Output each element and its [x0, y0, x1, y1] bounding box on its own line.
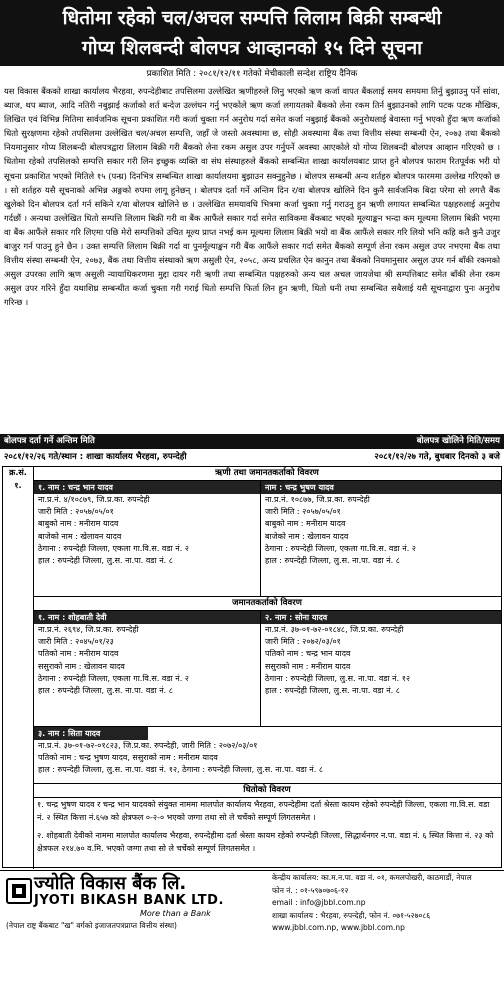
- borrower-2-line: बाजेको नाम : खेलावन यादव: [265, 531, 349, 541]
- collateral-item-2: २. शोहबाती देवीको नाममा मालपोत कार्यालय भैरहवा, रुपन्देहीमा दर्ता श्रेस्ता कायम रहेको रुपन्देही जिल्ला, सिद्धार्थनगर न.पा. वडा नं. ६ स्थित कित्ता नं. २३ को क्षेत्रफल २१४.७० व.मि. भएको जग्गा तथा सो ले चर्चेको सम्पूर्ण लिगतसमेत ।: [37, 831, 494, 853]
- borrower-2-line: ठेगाना : रुपन्देही जिल्ला, एकला गा.वि.स. वडा नं. २: [265, 543, 416, 553]
- borrower-2-name: नाम : चन्द्र भुषण यादव: [261, 481, 501, 494]
- borrower-1-line: जारी मिति : २०५७/०५/०१: [38, 507, 114, 517]
- guarantor-1-line: ना.प्र.नं. २६९४, जि.प्र.का. रुपन्देही: [38, 625, 139, 634]
- notice-title-banner: [0, 0, 504, 66]
- bid-opening-label: बोलपत्र खोलिने मिति/समय: [416, 436, 500, 446]
- guarantor-section-header: जमानतकर्ताको विवरण: [33, 597, 501, 611]
- guarantor-1-line: पतिको नाम : मनीराम यादव: [38, 649, 119, 659]
- contact-line: www.jbbl.com.np, www.jbbl.com.np: [272, 923, 405, 932]
- contact-block: [272, 872, 502, 935]
- guarantor-2-line: पतिको नाम : चन्द्र भान यादव: [265, 649, 351, 659]
- borrower-2-cell: [261, 481, 501, 567]
- bank-name-english: JYOTI BIKASH BANK LTD.: [34, 893, 224, 908]
- guarantor-2-line: जारी मिति : २०७२/०३/०१: [265, 637, 341, 647]
- borrower-2-line: ना.प्र.नं. १०८७७, जि.प्र.का. रुपन्देही: [265, 495, 370, 504]
- guarantor-1-line: हाल : रुपन्देही जिल्ला, लु.स. ना.पा. वडा नं. ८: [38, 686, 173, 696]
- borrower-1-cell: [34, 481, 260, 567]
- guarantor-3-line: पतिको नाम : चन्द्र भुषण यादव, ससुराको नाम : मनीराम यादव: [38, 753, 218, 763]
- borrower-1-line: ठेगाना : रुपन्देही जिल्ला, एकला गा.वि.स. वडा नं. २: [38, 543, 189, 553]
- borrower-2-line: जारी मिति : २०५७/०५/०१: [265, 507, 341, 517]
- borrower-2-line: बाबुको नाम : मनीराम यादव: [265, 519, 346, 529]
- bank-tagline: More than a Bank: [140, 909, 211, 918]
- collateral-section-header: धितोको विवरण: [33, 784, 501, 798]
- contact-line: email : info@jbbl.com.np: [272, 898, 366, 907]
- guarantor-1-line: जारी मिति : २०४५/०१/२३: [38, 637, 114, 647]
- borrower-2-line: हाल : रुपन्देही जिल्ला, लु.स. ना.पा. वडा नं. ८: [265, 556, 400, 566]
- guarantor-1-cell: [34, 611, 260, 697]
- guarantor-1-line: ससुराको नाम : खेलावन यादव: [38, 661, 125, 671]
- guarantor-2-line: ठेगाना : रुपन्देही जिल्ला, लु.स. ना.पा. वडा नं. १२: [265, 673, 411, 683]
- notice-title-line2: गोप्य शिलबन्दी बोलपत्र आव्हानको १५ दिने सूचना: [81, 37, 423, 59]
- bid-opening-value: २०८१/१२/२७ गते, बुधबार दिनको ३ बजे: [374, 452, 500, 462]
- borrower-1-line: बाजेको नाम : खेलावन यादव: [38, 531, 122, 541]
- contact-line: केन्द्रीय कार्यालय: का.म.न.पा. वडा नं. ०१, कमलपोखरी, काठमाडौं, नेपाल: [272, 873, 472, 882]
- publication-date: प्रकाशित मिति : २०८१/१२/११ गतेको मेचीकाली सन्देश राष्ट्रिय दैनिक: [146, 69, 358, 79]
- borrower-1-line: ना.प्र.नं. ४/१०८७९, जि.प्र.का. रुपन्देही: [38, 495, 150, 504]
- guarantor-2-cell: [261, 611, 501, 697]
- deadline-label-bar: [0, 434, 504, 449]
- borrower-section-header: ऋणी तथा जमानतकर्ताको विवरण: [33, 467, 501, 481]
- footer-divider: [0, 870, 504, 871]
- notice-title-line1: धितोमा रहेको चल/अचल सम्पत्ति लिलाम बिक्री सम्बन्धी: [62, 7, 442, 29]
- guarantor-2-line: ना.प्र.नं. ३७-०१-७२-०१८४८, जि.प्र.का. रुपन्देही: [265, 625, 404, 634]
- row-number: १.: [3, 480, 34, 869]
- guarantor-2-line: ससुराको नाम : मनीराम यादव: [265, 661, 351, 671]
- guarantor-1-name: १. नाम : शोहबाती देवी: [34, 611, 260, 624]
- guarantor-3-line: ना.प्र.नं. ३७-०१-७२-०१८२३, जि.प्र.का. रुपन्देही, जारी मिति : २०७२/०३/०१: [38, 741, 258, 750]
- contact-line: शाखा कार्यालय : भैरहवा, रुपन्देही, फोन नं. ०७१-५२७०८६: [272, 910, 431, 920]
- serial-number-header: क्र.सं.: [3, 467, 34, 480]
- registration-note: (नेपाल राष्ट्र बैंकबाट "ख" वर्गको इजाजतपत्रप्राप्त वित्तीय संस्था): [6, 921, 177, 930]
- guarantor-3-cell: [34, 727, 501, 777]
- bank-name-nepali: ज्योति विकास बैंक लि.: [34, 873, 187, 894]
- guarantor-1-line: ठेगाना : रुपन्देही जिल्ला, एकला गा.वि.स. वडा नं. २: [38, 673, 189, 683]
- submit-deadline-label: बोलपत्र दर्ता गर्ने अन्तिम मिति: [4, 436, 95, 446]
- footer: [0, 872, 504, 1004]
- guarantor-2-line: हाल : रुपन्देही जिल्ला, लु.स. ना.पा. वडा नं. ८: [265, 686, 400, 696]
- submit-deadline-value: २०८१/१२/२६ गते/स्थान : शाखा कार्यालय भैरहवा, रुपन्देही: [4, 452, 187, 462]
- guarantor-3-name: ३. नाम : सिता यादव: [34, 727, 148, 740]
- collateral-item-1: १. चन्द्र भुषण यादव र चन्द्र भान यादवको संयुक्त नाममा मालपोत कार्यालय भैरहवा, रुपन्देहीमा दर्ता श्रेस्ता कायम रहेको रुपन्देही जिल्ला, एकला गा.वि.स. वडा नं. २ स्थित कित्ता नं.६५७ को क्षेत्रफल ०-२-० भएको जग्गा तथा सो ले चर्चेको सम्पूर्ण लिगतसमेत ।: [37, 800, 490, 822]
- bank-logo-icon: [6, 878, 32, 904]
- borrower-1-name: १. नाम : चन्द्र भान यादव: [34, 481, 260, 494]
- guarantor-3-line: हाल : रुपन्देही जिल्ला, लु.स. ना.पा. वडा नं. १२, ठेगाना : रुपन्देही जिल्ला, लु.स. ना.पा. वडा नं. ८: [38, 765, 323, 775]
- borrower-1-line: बाबुको नाम : मनीराम यादव: [38, 519, 119, 529]
- guarantor-2-name: २. नाम : सोना यादव: [261, 611, 501, 624]
- notice-body-paragraph: यस विकास बैंकको शाखा कार्यालय भैरहवा, रुपन्देहीबाट तपसिलमा उल्लेखित ऋणीहरुले लिनु भएको ऋण कर्जा वापत बैंकलाई समय समयमा तिर्नु बुझाउनु पर्ने सांवा, ब्याज, थप ब्याज, आदि नतिरी नबुझाई कर्जाको शर्त बन्देज उल्लंघन गर्नु भएकोले ऋण कर्जा लगायतको बैंकको लेना रकम तिर्न बुझाउनको लागि पटक पटक मौखिक, लिखित एवं विभिन्न मितिमा सार्वजनिक सूचना प्रकाशित गरी कर्जा चुक्ता गर्न अनुरोध गर्दा समेत कर्जा नबुझाई बैंकको अनुरोधलाई बेवास्ता गर्नु भएको हुँदा ऋण कर्जाको धितो सुरक्षणमा रहेको तपसिलमा उल्लेखित चल/अचल सम्पत्ति, जहाँ जे जस्तो अवस्थामा छ, सोही अवस्थामा बैंक तथा वित्तीय संस्था सम्बन्धी ऐन, २०७३ तथा बैंकको नियमानुसार गोप्य शिलबन्दी बोलपत्रद्वारा लिलाम बिक्री गरी बैंकको लेना रकम असुल उपर गर्नुपर्ने अवस्था आएकोले यो गोप्य शिलबन्दी बोलपत्र आव्हान गरिएको छ । धितोमा रहेको तपसिलको सम्पत्ति सकार गरी लिन इच्छुक व्यक्ति वा संघ संस्थाहरुले बैंकको सम्बन्धित शाखा कार्यालयबाट प्राप्त हुने बोलपत्र फाराम रितपूर्वक भरी यो सूचना प्रकाशित भएको मितिले १५ (पन्ध्र) दिनभित्र सम्बन्धित शाखा कार्यालयमा बुझाउन सक्नुहुनेछ । बोलपत्र सम्बन्धी अन्य शर्तहरु बोलपत्र फारममा उल्लेख गरिएको छ । सो शर्तहरु यसै सूचनाको अभिन्न अङ्गको रुपमा लागू हुनेछन् । बोलपत्र दर्ता गर्ने अन्तिम दिन र/वा बोलपत्र खोलिने दिन कुनै सार्वजनिक बिदा परेमा सो लगत्तै बैंक खुलेको दिन बोलपत्र दर्ता गर्न सकिने र/वा बोलपत्र खोलिने छ । उल्लेखित समयावधि भित्रमा कर्जा चुक्ता गर्नु गराउनु हुन ऋणी लगायत सम्बन्धित पक्षहरुलाई अनुरोध गर्दछौं । अन्यथा उल्लेखित धितो सम्पत्ति लिलाम बिक्री गरी वा बैंक आफैंले सकार गर्दा समेत साविकमा बैंकबाट भएको मूल्याङ्कन भन्दा कम मूल्यमा लिलाम बिक्री भएमा वा बैंक आफैंले सकार गरि लिएमा पछि मेरो सम्पत्तिको उचित मूल्य प्राप्त नभई कम मूल्यमा लिलाम बिक्री भयो वा बैंक आफैंले सकार गरि लियो भनि कहि कतै कुनै उजुर बाजुर गर्न पाउनु हुने छैन । उक्त सम्पत्ति लिलाम बिक्री गर्दा वा पुनर्मूल्याङ्कन गरी बैंक आफैंले सकार गर्दा समेत बैंकको सम्पूर्ण लेना रकम असुल उपर नभएमा बैंक तथा वित्तीय संस्था सम्बन्धी ऐन, २०७३, बैंक तथा वित्तीय संस्थाको ऋण असुली ऐन, २०५८, अन्य प्रचलित ऐन कानुन तथा बैंकको नियमानुसार असुल उपर गर्न बाँकी रकमको असुल उपरका लागि ऋण असुली न्यायाधिकरणमा मुद्दा दायर गरी ऋणी तथा सम्बन्धित पक्षहरुको अन्य चल अचल जायजेथा श्री सम्पत्तिबाट समेत बाँकी लेना रकम असुल उपर गरिने हुँदा यथाशिघ्र सम्बन्धीत कर्जा चुक्ता गरी गराई धितो सम्पत्ति फिर्ता लिन हुन ऋणी, धितो धनी तथा सम्बन्धित सबैलाई यसै सूचनाद्वारा पुनः अनुरोध गरिन्छ ।: [4, 86, 500, 308]
- borrower-1-line: हाल : रुपन्देही जिल्ला, लु.स. ना.पा. वडा नं. ८: [38, 556, 173, 566]
- contact-line: फोन नं. : ०१-५९७०७०६-१२: [272, 885, 349, 895]
- deadline-values: [0, 450, 504, 464]
- details-table: [2, 466, 502, 868]
